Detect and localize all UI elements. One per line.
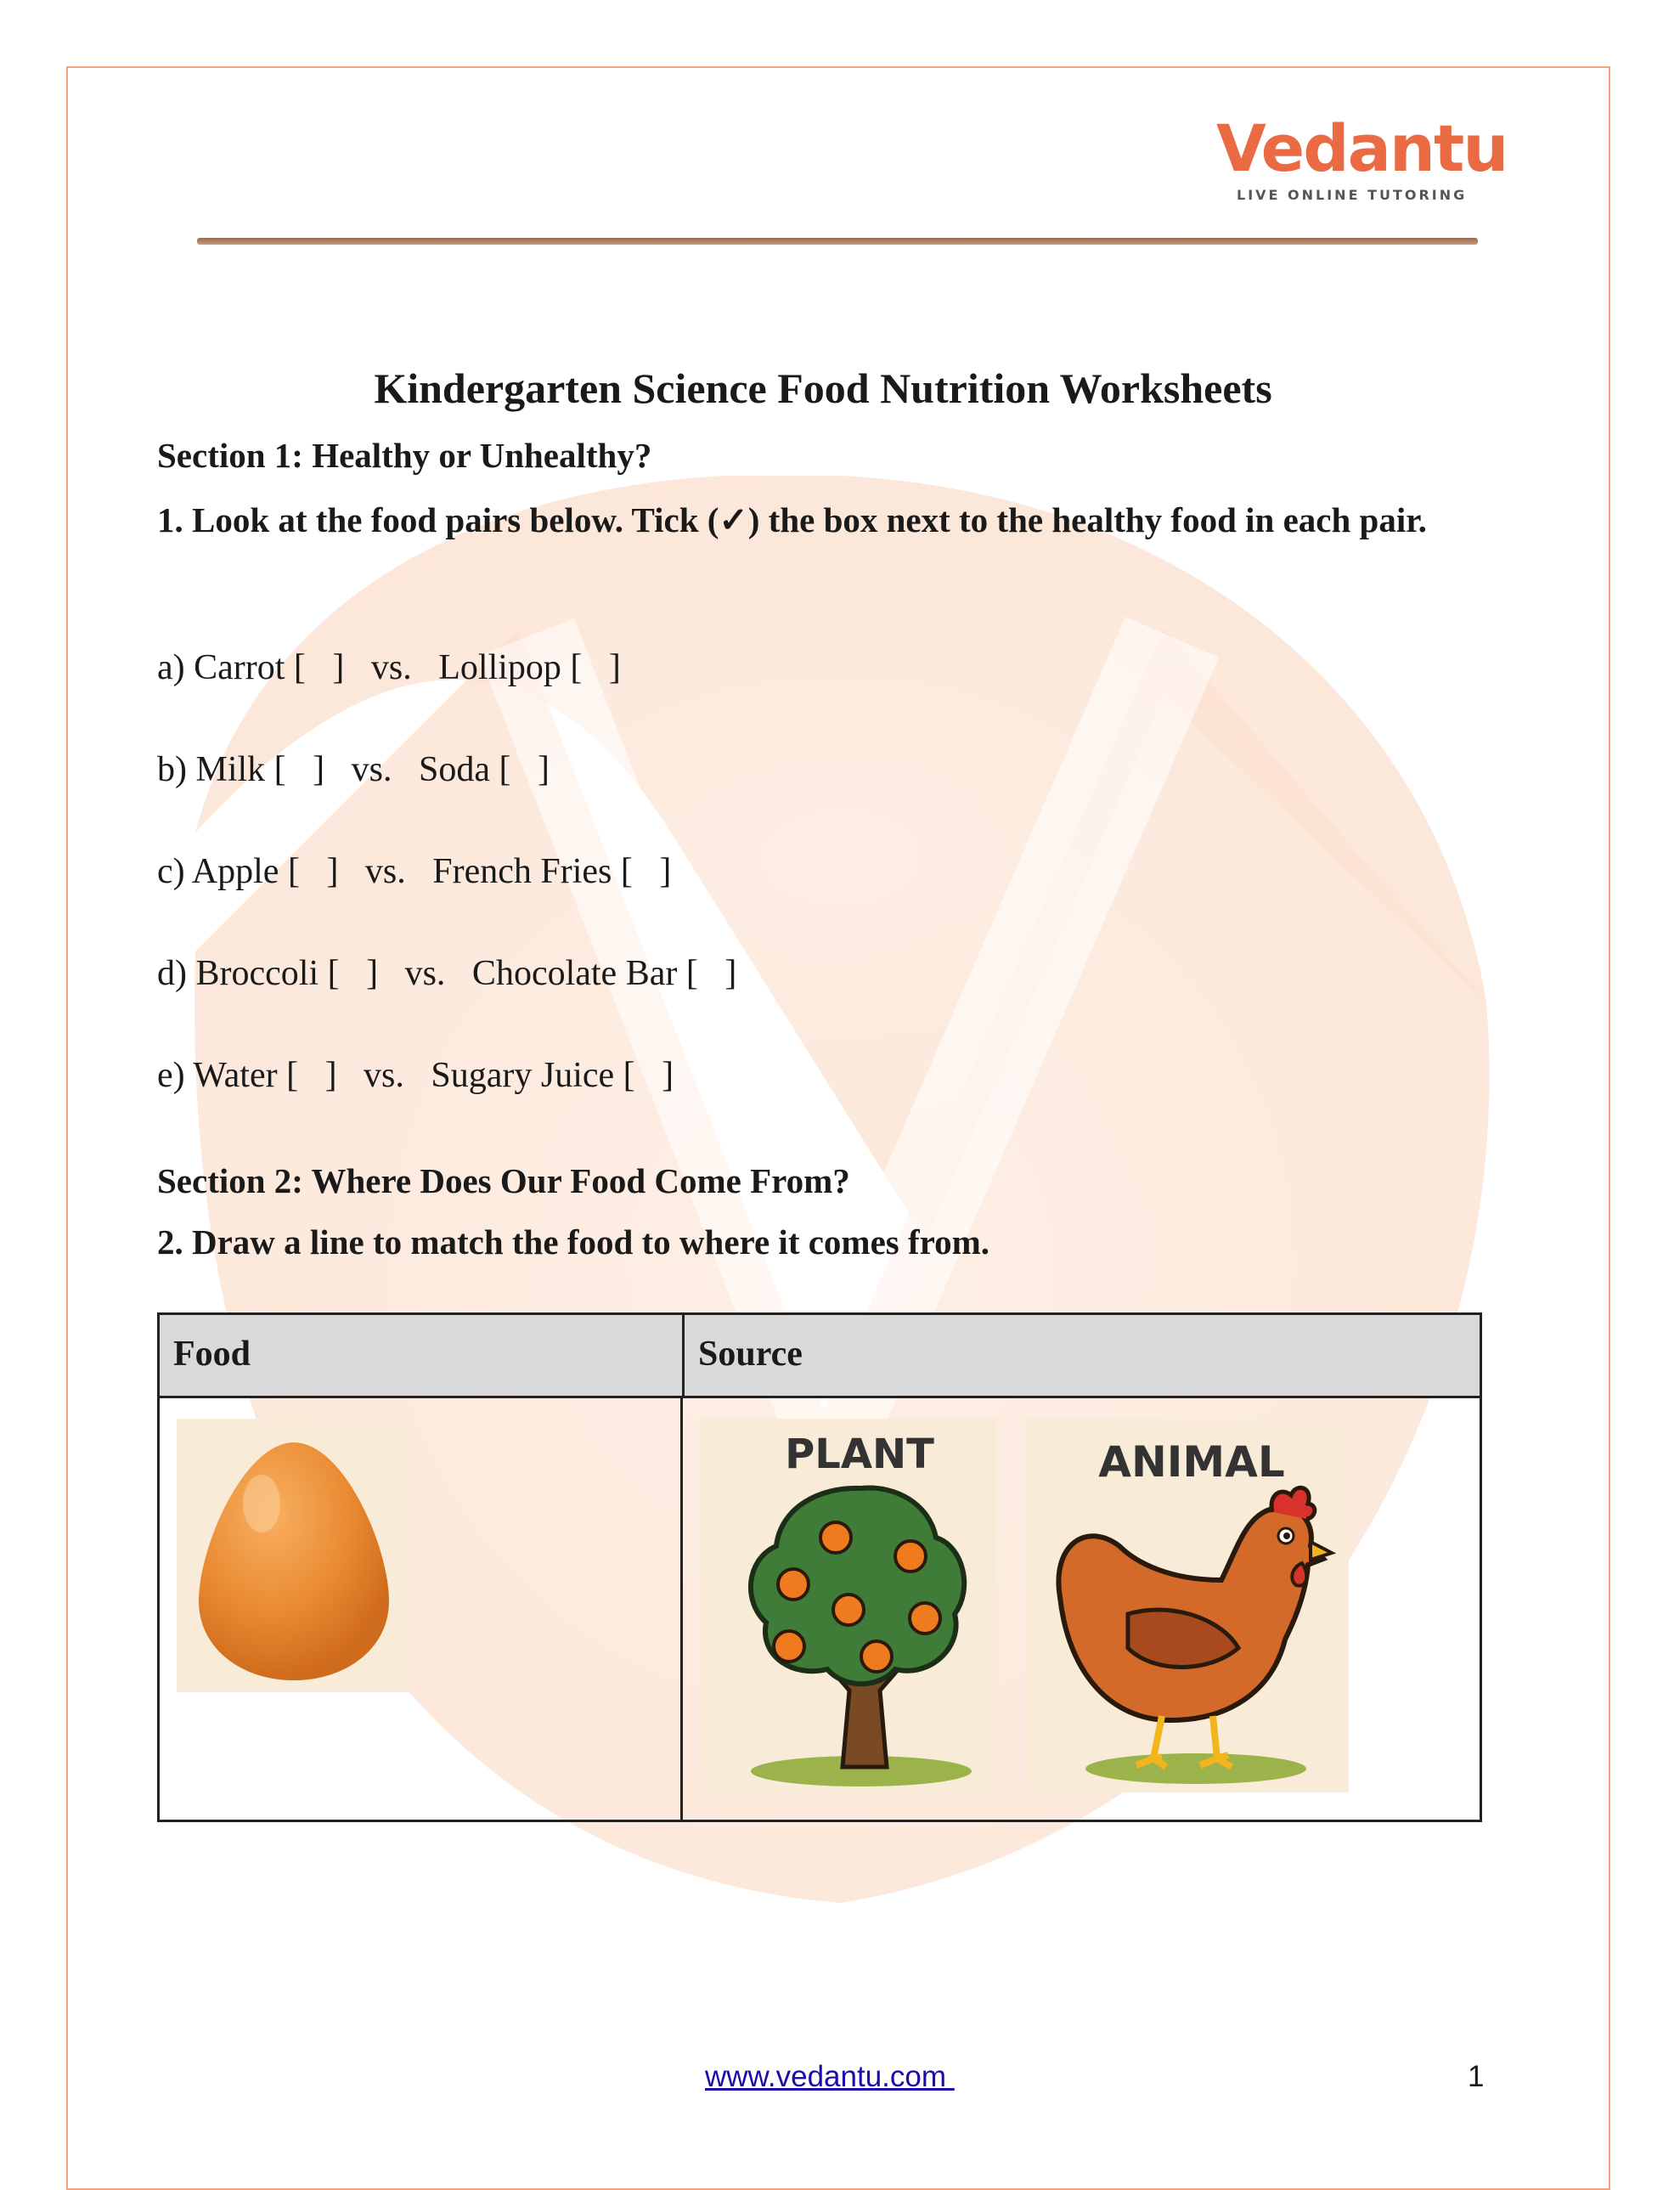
animal-label: ANIMAL [1098,1437,1285,1487]
table-header-food [160,1315,682,1398]
header-divider [197,238,1478,245]
table-header-source [682,1315,1480,1398]
food-source-table [157,1312,1482,1822]
animal-hen-image [1026,1419,1349,1792]
egg-image [177,1419,411,1692]
worksheet-title: Kindergarten Science Food Nutrition Worksheets [374,364,1272,412]
section1-question: 1. Look at the food pairs below. Tick (✓) the box next to the healthy food in each pair. [157,500,1427,539]
section2-question: 2. Draw a line to match the food to where it comes from. [157,1222,989,1262]
food-pair-b: b) Milk [ ] vs. Soda [ ] [157,750,550,789]
header-source-label: Source [698,1335,803,1374]
column-divider [680,1398,683,1822]
section2-heading: Section 2: Where Does Our Food Come From? [157,1161,850,1200]
plant-tree-image [700,1419,997,1792]
food-pair-a: a) Carrot [ ] vs. Lollipop [ ] [157,648,621,687]
food-pair-e: e) Water [ ] vs. Sugary Juice [ ] [157,1056,674,1095]
logo-wordmark: Vedantu [1216,110,1508,186]
section1-heading: Section 1: Healthy or Unhealthy? [157,436,652,475]
logo-tagline: LIVE ONLINE TUTORING [1237,187,1468,203]
plant-label: PLANT [785,1431,934,1478]
food-pair-d: d) Broccoli [ ] vs. Chocolate Bar [ ] [157,954,737,993]
vedantu-logo [1206,110,1508,212]
footer-website-link[interactable]: www.vedantu.com [705,2060,955,2093]
food-pair-c: c) Apple [ ] vs. French Fries [ ] [157,852,672,891]
header-food-label: Food [173,1335,251,1374]
page-number: 1 [1468,2060,1485,2093]
